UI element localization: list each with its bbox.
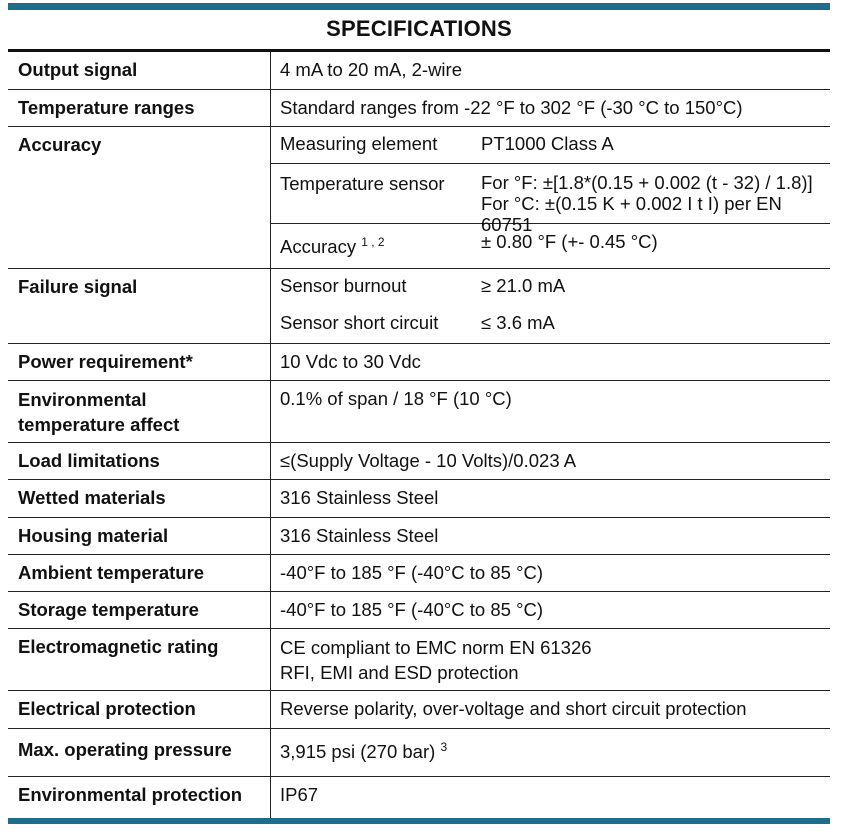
table-row	[8, 90, 830, 127]
sub-row-value: ≤ 3.6 mA	[481, 312, 555, 333]
table-row	[8, 555, 830, 592]
row-value	[280, 740, 825, 764]
sub-row	[271, 224, 830, 268]
row-label: Output signal	[18, 59, 138, 80]
spec-table	[8, 0, 830, 833]
top-accent-bar	[8, 3, 830, 10]
accuracy-key-text: Accuracy	[280, 236, 357, 257]
row-value: -40°F to 185 °F (-40°C to 85 °C)	[280, 562, 543, 583]
row-value: 4 mA to 20 mA, 2-wire	[280, 59, 462, 80]
table-row	[8, 518, 830, 555]
table-row	[8, 729, 830, 777]
row-label: Ambient temperature	[18, 562, 205, 583]
row-label-line: Environmental	[18, 389, 147, 410]
row-label: Housing material	[18, 525, 169, 546]
table-row	[8, 691, 830, 729]
footnote-ref: 1 , 2	[361, 234, 385, 249]
row-value: Standard ranges from -22 °F to 302 °F (-30 °C to 150°C)	[280, 97, 743, 118]
row-label: Failure signal	[18, 276, 138, 297]
pressure-value-text: 3,915 psi (270 bar)	[280, 741, 436, 762]
table-row	[8, 777, 830, 817]
table-row	[8, 629, 830, 691]
row-value-line: RFI, EMI and ESD protection	[280, 662, 519, 683]
row-value: 0.1% of span / 18 °F (10 °C)	[280, 388, 512, 409]
table-row	[8, 344, 830, 381]
sub-row-key: Sensor short circuit	[280, 312, 439, 333]
row-value: ≤(Supply Voltage - 10 Volts)/0.023 A	[280, 450, 577, 471]
row-value: IP67	[280, 784, 319, 805]
table-title: SPECIFICATIONS	[326, 16, 512, 41]
row-label: Load limitations	[18, 450, 160, 471]
table-row	[8, 443, 830, 480]
formula-f: For °F: ±[1.8*(0.15 + 0.002 (t - 32) / 1.8)]	[481, 172, 813, 193]
row-value-line: CE compliant to EMC norm EN 61326	[280, 637, 592, 658]
bottom-accent-bar	[8, 818, 830, 824]
row-label: Storage temperature	[18, 599, 199, 620]
table-row	[8, 592, 830, 629]
formula-c: For °C: ±(0.15 K + 0.002 I t I) per EN 60751	[481, 193, 782, 235]
sub-row	[271, 269, 830, 306]
row-value: Reverse polarity, over-voltage and short circuit protection	[280, 698, 747, 719]
row-label-line: temperature affect	[18, 414, 180, 435]
row-label: Accuracy	[18, 134, 102, 155]
sub-row-key: Temperature sensor	[280, 173, 445, 194]
row-label: Electrical protection	[18, 698, 196, 719]
footnote-ref: 3	[440, 739, 448, 754]
row-value: 316 Stainless Steel	[280, 525, 439, 546]
row-value: 10 Vdc to 30 Vdc	[280, 351, 421, 372]
sub-row	[271, 164, 830, 235]
sub-row-key: Sensor burnout	[280, 275, 407, 296]
sub-row	[271, 306, 830, 343]
table-row	[8, 52, 830, 90]
row-label: Environmental protection	[18, 784, 243, 805]
sub-row-key	[280, 235, 385, 259]
sub-row-value: ≥ 21.0 mA	[481, 275, 566, 296]
row-label: Max. operating pressure	[18, 739, 232, 760]
row-label: Temperature ranges	[18, 97, 195, 118]
row-label	[18, 387, 268, 437]
row-label: Power requirement*	[18, 351, 193, 372]
sub-row	[271, 127, 830, 164]
row-label: Electromagnetic rating	[18, 636, 219, 657]
row-label: Wetted materials	[18, 487, 166, 508]
row-value: 316 Stainless Steel	[280, 487, 439, 508]
row-value: -40°F to 185 °F (-40°C to 85 °C)	[280, 599, 543, 620]
table-row	[8, 480, 830, 518]
table-row	[8, 381, 830, 443]
sub-row-value: PT1000 Class A	[481, 133, 614, 154]
row-value	[280, 635, 825, 685]
sub-row-value: ± 0.80 °F (+- 0.45 °C)	[481, 231, 658, 252]
sub-row-key: Measuring element	[280, 133, 438, 154]
